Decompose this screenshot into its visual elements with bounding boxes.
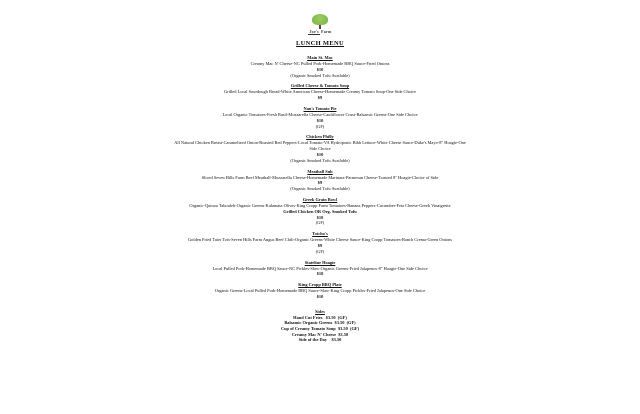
item-price: $9 bbox=[317, 242, 323, 248]
item-description: Creamy Mac N' Cheese-NC Pulled Pork-Homemade BBQ Sauce-Fried Onions bbox=[250, 61, 390, 66]
side-item: Balsamic Organic Greens $3.50 (GF) bbox=[284, 320, 356, 326]
menu-item bbox=[170, 106, 470, 129]
logo-text-left: Joe's bbox=[309, 29, 319, 34]
item-name: Meatball Sub bbox=[307, 168, 333, 174]
item-description: Local Organic Tomatoes-Fresh Basil-Mozzarella Cheese-Cauliflower Crust-Balsamic Greens-One Side Choice bbox=[222, 111, 418, 117]
item-name: Greek Grain Bowl bbox=[302, 196, 338, 202]
item-description: Organic Greens-Local Pulled Pork-Homemade BBQ Sauce-Slaw-King Cropp Pickles-Fried Jalapenos-One Side Choice bbox=[214, 288, 426, 294]
item-price: $10 bbox=[316, 66, 324, 72]
item-note: (GF) bbox=[315, 220, 325, 226]
item-description: Local Pulled Pork-Homemade BBQ Sauce-NC Pickles-Slaw-Organic Greens-Fried Jalapenos-8" Hoagie-One Side Choice bbox=[212, 265, 428, 271]
item-price: $10 bbox=[316, 151, 324, 157]
logo-text bbox=[308, 29, 331, 34]
item-note: (Organic Smoked Tofu Available) bbox=[290, 157, 350, 163]
item-description: Golden Fried Tater Tots-Seven Hills Farm Angus Beef Chili-Organic Greens-White Cheese Sauce-King Cropp Tomatoes-Ranch Crema-Green Onions bbox=[188, 237, 452, 243]
menu-item bbox=[170, 134, 470, 163]
menu-item bbox=[170, 83, 470, 101]
item-description: Sliced Seven Hills Farm Beef Meatball-Mozzarella Cheese-Homemade Marinara-Parmesan Cheese-Toasted 8" Hoagie-Choice of Side bbox=[201, 174, 439, 180]
item-note: (Organic Smoked Tofu Available) bbox=[290, 186, 350, 192]
menu-items bbox=[0, 55, 640, 300]
side-item: Cup of Creamy Tomato Soup $3.50 (GF) bbox=[280, 325, 360, 331]
restaurant-logo bbox=[300, 14, 340, 36]
sides-section bbox=[0, 309, 640, 343]
item-description: Organic-Quinoa Tabouleh-Organic Greens-Kalamata Olives-King Cropp Farm Tomatoes-Banana Peppers-Cucumber-Feta Cheese-Greek Vinaigrette bbox=[189, 202, 451, 208]
item-name: Chicken Philly bbox=[306, 134, 334, 140]
item-note: (Organic Smoked Tofu Available) bbox=[290, 72, 350, 78]
menu-item bbox=[170, 231, 470, 254]
item-price: $10 bbox=[316, 293, 324, 299]
menu-item bbox=[170, 260, 470, 278]
item-note: (GF) bbox=[315, 123, 325, 129]
menu-page bbox=[0, 14, 640, 414]
item-name: King Cropp BBQ Plate bbox=[298, 282, 342, 288]
item-note: (GF) bbox=[315, 248, 325, 254]
tree-icon bbox=[312, 14, 328, 25]
side-item: Side of the Day $3.50 bbox=[298, 337, 342, 343]
sides-title: Sides bbox=[315, 308, 325, 314]
item-name: Nan's Tomato Pie bbox=[303, 105, 337, 111]
item-name: Totcho's bbox=[312, 231, 328, 237]
menu-item bbox=[170, 55, 470, 78]
side-item: Creamy Mac N' Cheese $3.50 bbox=[291, 331, 349, 337]
item-name: Stateline Hoagie bbox=[304, 259, 336, 265]
side-item: Hand Cut Fries $3.50 (GF) bbox=[293, 314, 347, 320]
item-price: $10 bbox=[316, 271, 324, 277]
menu-item bbox=[170, 282, 470, 300]
item-name: Main St. Mac bbox=[307, 55, 333, 60]
page-title: LUNCH MENU bbox=[296, 40, 344, 47]
item-description: All Natural Chicken Breast-Caramelized Onion-Roasted Red Peppers-Local Tomato-VA Hydroponic Bibb Lettuce-White Cheese Sauce-Duke's Mayo-8" Hoagie-One Side Choice bbox=[174, 140, 466, 152]
item-description: Grilled Local Sourdough Bread-White American Cheese-Homemade Creamy Tomato Soup-One Side Choice bbox=[223, 89, 416, 95]
menu-item bbox=[170, 197, 470, 226]
item-name: Grilled Cheese & Tomato Soup bbox=[290, 83, 350, 89]
item-price: $9 bbox=[317, 180, 323, 186]
item-price: $9 bbox=[317, 95, 323, 101]
item-price: $10 bbox=[316, 214, 324, 220]
logo-text-right: Farm bbox=[321, 29, 332, 34]
item-price: $10 bbox=[316, 117, 324, 123]
menu-item bbox=[170, 169, 470, 192]
item-protein-option: Grilled Chicken OR Org. Smoked Tofu bbox=[283, 208, 357, 214]
